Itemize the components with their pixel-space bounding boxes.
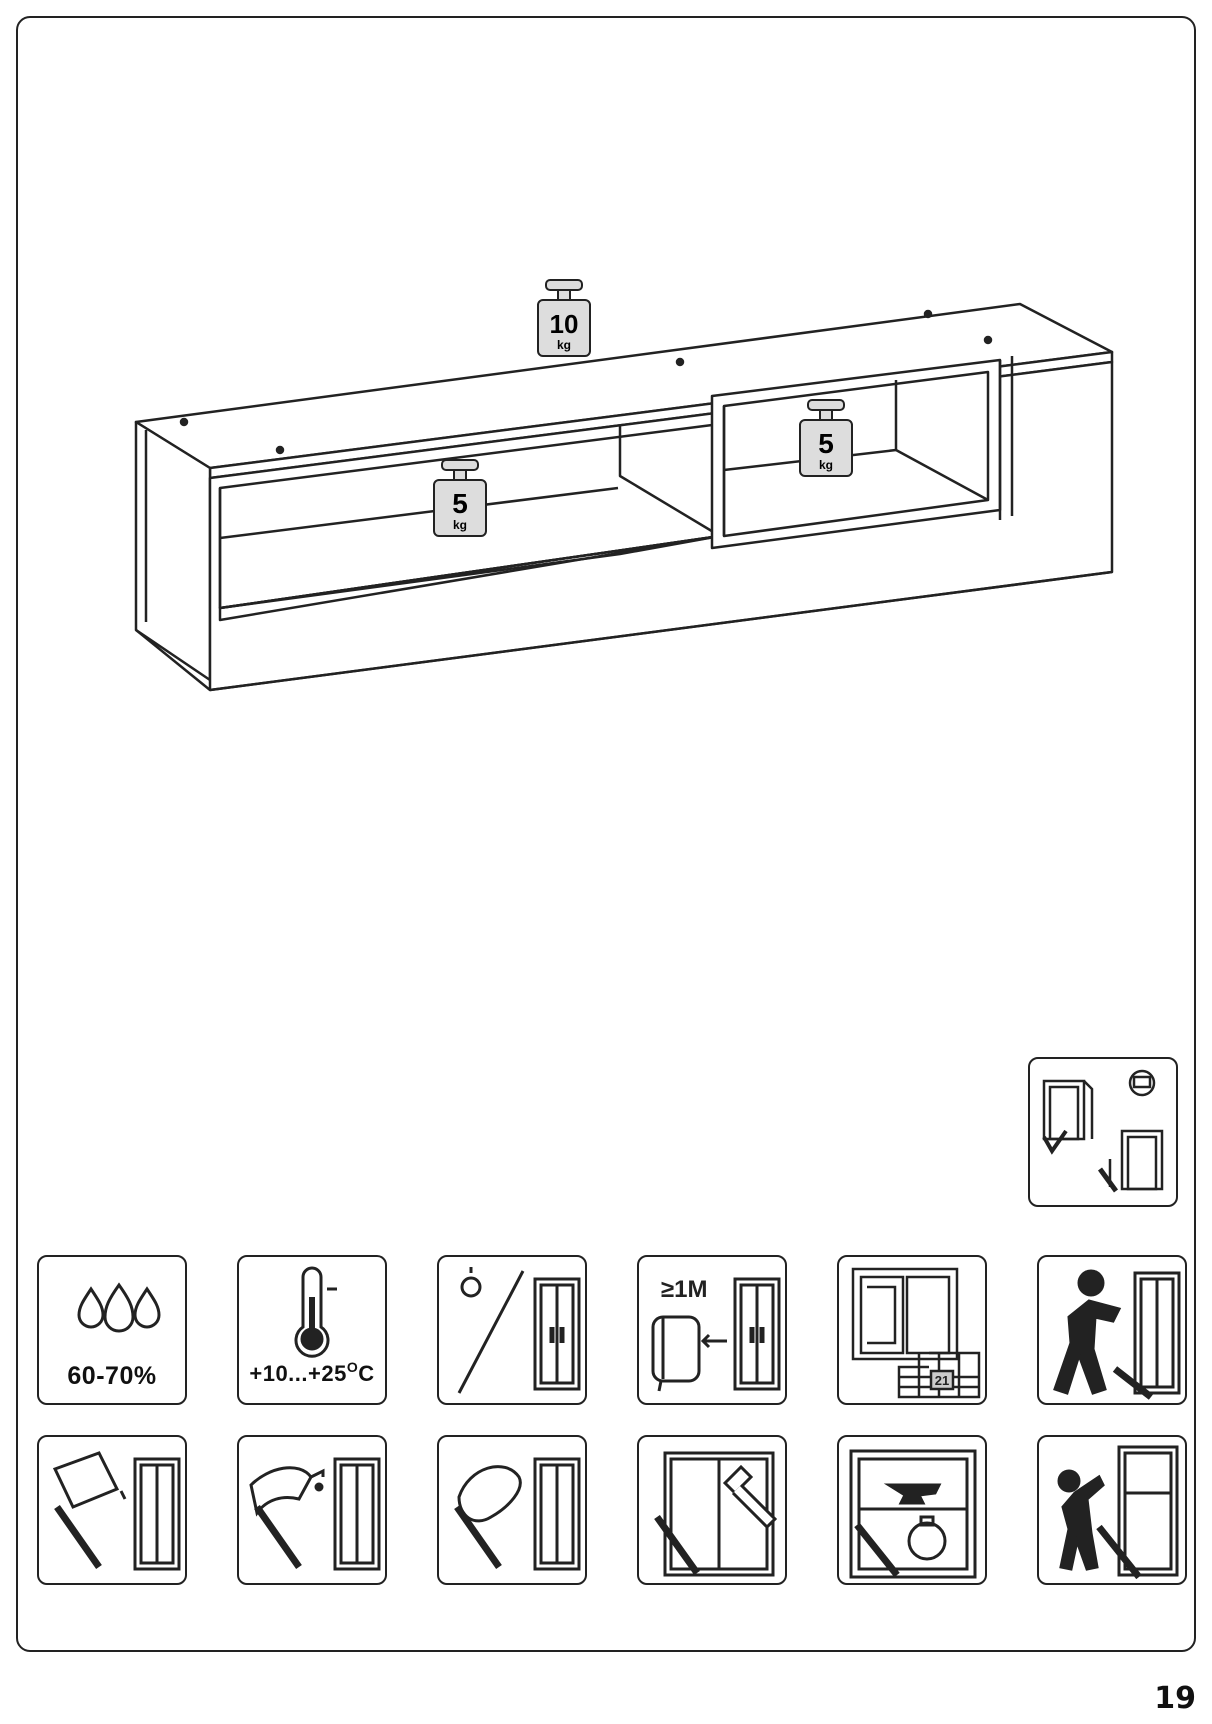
- humidity-label: 60-70%: [67, 1362, 157, 1390]
- no-pushing-icon: [1037, 1255, 1187, 1405]
- temperature-unit: C: [358, 1361, 375, 1386]
- wall-shelf-drawing: [120, 290, 1120, 710]
- weight-unit-top: kg: [556, 338, 572, 352]
- calendar-day: 21: [934, 1373, 950, 1388]
- temperature-degree: O: [346, 1359, 359, 1375]
- weight-icon-left-shelf: [430, 458, 490, 542]
- ventilation-icon: [837, 1255, 987, 1405]
- weight-value-top: 10: [549, 309, 579, 339]
- weight-icon-top: [534, 278, 594, 362]
- weight-icon-right-shelf: [796, 398, 856, 482]
- no-abrasive-cleaning-icon: [437, 1435, 587, 1585]
- page-frame: [16, 16, 1196, 1652]
- weight-unit-right-shelf: kg: [818, 458, 834, 472]
- wall-anchoring-icon: [1028, 1057, 1178, 1207]
- no-climbing-icon: [1037, 1435, 1187, 1585]
- no-heavy-load-icon: [837, 1435, 987, 1585]
- no-hammering-icon: [637, 1435, 787, 1585]
- humidity-icon: [37, 1255, 187, 1405]
- page-number: 19: [1154, 1681, 1196, 1716]
- heat-source-distance-icon: [637, 1255, 787, 1405]
- distance-label: ≥1M: [661, 1276, 708, 1303]
- temperature-range: +10...+25: [249, 1361, 347, 1386]
- weight-unit-left-shelf: kg: [452, 518, 468, 532]
- no-chemicals-icon: [237, 1435, 387, 1585]
- no-direct-sunlight-icon: [437, 1255, 587, 1405]
- temperature-icon: [237, 1255, 387, 1405]
- temperature-label: [239, 1359, 385, 1387]
- weight-value-left-shelf: 5: [452, 488, 468, 519]
- weight-value-right-shelf: 5: [818, 428, 834, 459]
- no-wet-cleaning-icon: [37, 1435, 187, 1585]
